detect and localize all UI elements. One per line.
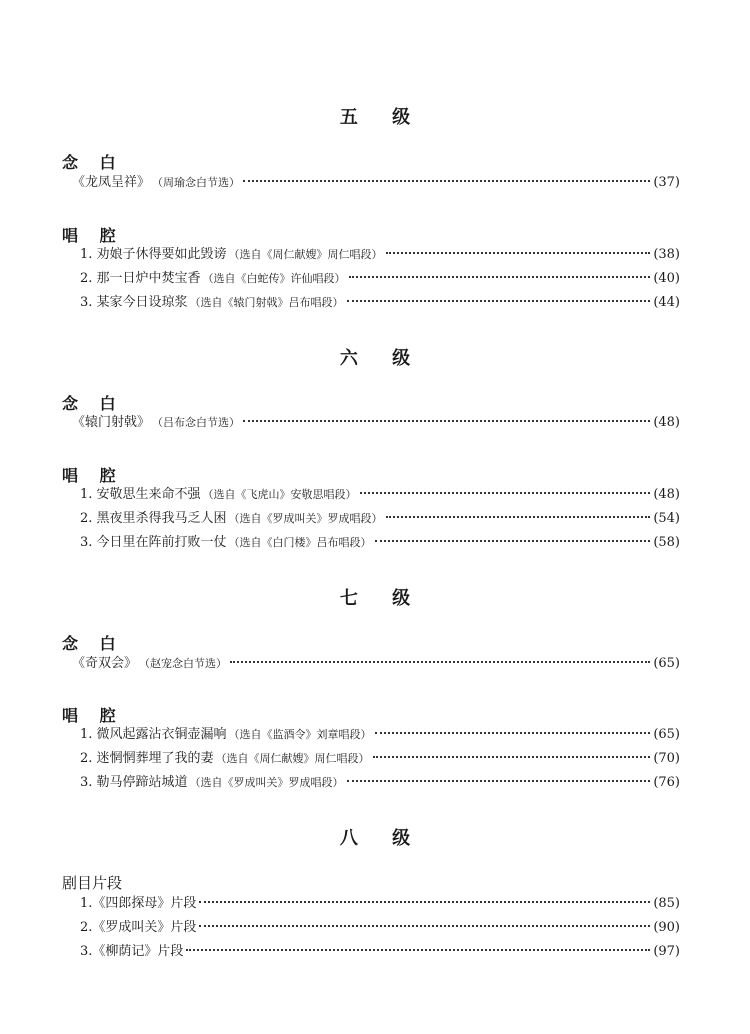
entry-title: 1.《四郎探母》片段 — [80, 896, 197, 911]
dot-leader — [230, 660, 650, 663]
entry-title: 2. 那一日炉中焚宝香 — [80, 271, 201, 286]
entry-title: 3. 勒马停蹄站城道 — [80, 775, 188, 790]
entry-page-number: (85) — [653, 896, 680, 911]
entry-page-number: (97) — [653, 944, 680, 959]
entry-title: 1. 微风起露沾衣铜壶漏响 — [80, 727, 227, 742]
entry-page-number: (48) — [653, 487, 680, 502]
entry-title: 2.《罗成叫关》片段 — [80, 920, 197, 935]
entry-note: （选自《罗成叫关》罗成唱段） — [228, 512, 383, 525]
dot-leader — [375, 731, 651, 734]
toc-entry[interactable] — [80, 773, 680, 793]
dot-leader — [347, 779, 651, 782]
section-title: 唱 腔 — [62, 706, 124, 725]
entry-title: 3. 今日里在阵前打败一仗 — [80, 535, 227, 550]
section-title: 剧目片段 — [62, 874, 123, 892]
dot-leader — [186, 948, 650, 951]
dot-leader — [349, 275, 651, 278]
entry-title: 2. 黑夜里杀得我马乏人困 — [80, 511, 227, 526]
dot-leader — [347, 299, 651, 302]
section-title: 唱 腔 — [62, 466, 124, 485]
entry-page-number: (48) — [653, 415, 680, 430]
dot-leader — [386, 251, 651, 254]
entry-note: （赵宠念白节选） — [139, 657, 228, 670]
toc-entry[interactable] — [80, 293, 680, 313]
level-title: 六 级 — [339, 348, 425, 369]
toc-entry[interactable] — [72, 654, 680, 674]
toc-entry[interactable] — [80, 269, 680, 289]
entry-title: 2. 迷惘惘葬埋了我的妻 — [80, 751, 214, 766]
entry-page-number: (76) — [653, 775, 680, 790]
entry-title: 《奇双会》 — [72, 656, 138, 671]
section-title: 念 白 — [62, 634, 124, 653]
entry-page-number: (70) — [653, 751, 680, 766]
entry-title: 3.《柳荫记》片段 — [80, 944, 184, 959]
toc-entry[interactable] — [80, 942, 680, 962]
entry-title: 1. 安敬思生来命不强 — [80, 487, 201, 502]
entry-note: （吕布念白节选） — [152, 416, 241, 429]
dot-leader — [243, 419, 650, 422]
entry-title: 1. 劝娘子休得要如此毁谤 — [80, 247, 227, 262]
section-title: 唱 腔 — [62, 226, 124, 245]
entry-note: （选自《周仁献嫂》周仁唱段） — [215, 752, 370, 765]
toc-entry[interactable] — [80, 533, 680, 553]
dot-leader — [199, 900, 650, 903]
toc-entry[interactable] — [80, 485, 680, 505]
entry-note: （选自《罗成叫关》罗成唱段） — [189, 776, 344, 789]
dot-leader — [375, 539, 651, 542]
toc-entry[interactable] — [80, 725, 680, 745]
dot-leader — [373, 755, 651, 758]
dot-leader — [360, 491, 651, 494]
toc-entry[interactable] — [80, 918, 680, 938]
toc-entry[interactable] — [72, 173, 680, 193]
entry-note: （选自《监酒令》刘章唱段） — [228, 728, 372, 741]
toc-entry[interactable] — [80, 894, 680, 914]
toc-entry[interactable] — [80, 245, 680, 265]
level-title: 五 级 — [339, 107, 425, 128]
entry-note: （选自《白蛇传》许仙唱段） — [202, 272, 346, 285]
entry-title: 《龙凤呈祥》 — [72, 175, 151, 190]
toc-entry[interactable] — [80, 749, 680, 769]
level-title: 七 级 — [339, 588, 425, 609]
entry-page-number: (65) — [653, 727, 680, 742]
entry-note: （选自《白门楼》吕布唱段） — [228, 536, 372, 549]
dot-leader — [243, 179, 650, 182]
entry-note: （周瑜念白节选） — [152, 176, 241, 189]
level-title: 八 级 — [339, 828, 425, 849]
entry-page-number: (38) — [653, 247, 680, 262]
entry-page-number: (40) — [653, 271, 680, 286]
toc-entry[interactable] — [72, 413, 680, 433]
entry-note: （选自《周仁献嫂》周仁唱段） — [228, 248, 383, 261]
entry-page-number: (65) — [653, 656, 680, 671]
section-title: 念 白 — [62, 394, 124, 413]
entry-page-number: (44) — [653, 295, 680, 310]
toc-entry[interactable] — [80, 509, 680, 529]
entry-page-number: (90) — [653, 920, 680, 935]
dot-leader — [386, 515, 651, 518]
dot-leader — [199, 924, 650, 927]
entry-title: 《辕门射戟》 — [72, 415, 151, 430]
section-title: 念 白 — [62, 153, 124, 172]
entry-page-number: (54) — [653, 511, 680, 526]
entry-note: （选自《辕门射戟》吕布唱段） — [189, 296, 344, 309]
entry-title: 3. 某家今日设琼浆 — [80, 295, 188, 310]
entry-note: （选自《飞虎山》安敬思唱段） — [202, 488, 357, 501]
entry-page-number: (37) — [653, 175, 680, 190]
entry-page-number: (58) — [653, 535, 680, 550]
